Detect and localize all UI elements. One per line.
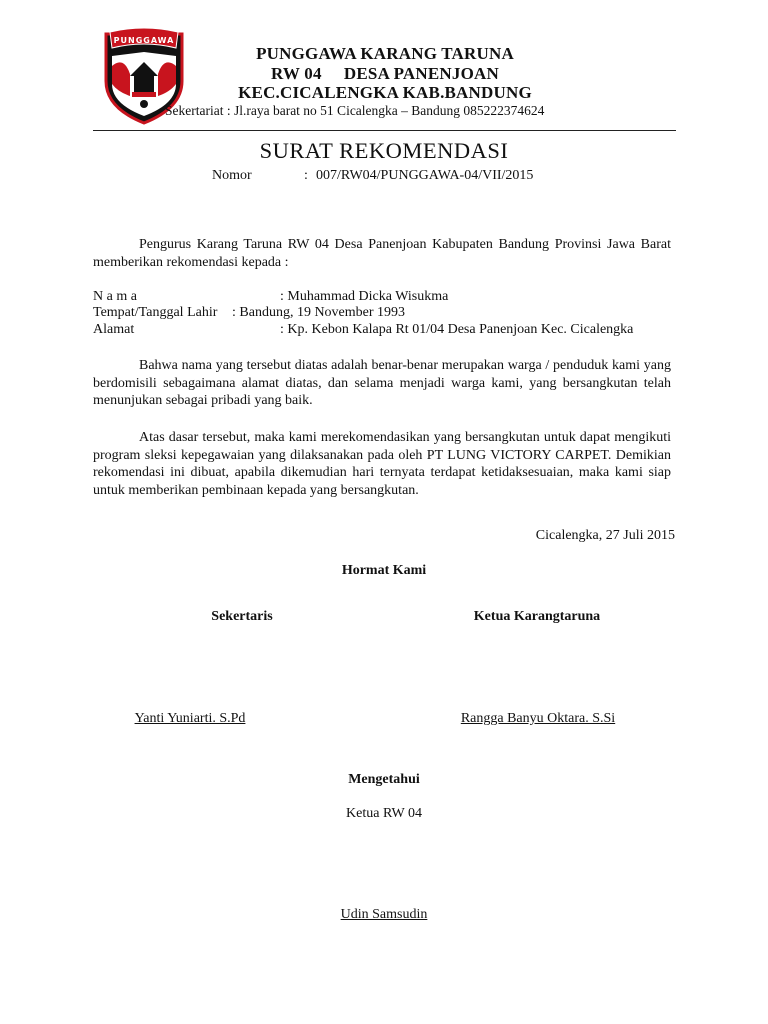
nomor-colon: :	[304, 168, 308, 183]
nomor-label: Nomor	[212, 168, 252, 183]
org-name-line2: RW 04 DESA PANENJOAN	[271, 64, 499, 83]
intro-paragraph: Pengurus Karang Taruna RW 04 Desa Panenjoan Kabupaten Bandung Provinsi Jawa Barat memberikan rekomendasi kepada :	[93, 237, 671, 270]
letter-date: Cicalengka, 27 Juli 2015	[535, 528, 675, 543]
acknowledge-signatory-name	[0, 907, 768, 923]
left-signatory-title: Sekertaris	[211, 609, 273, 624]
right-signatory-name: Rangga Banyu Oktara. S.Si	[460, 711, 616, 726]
closing-greeting: Hormat Kami	[341, 563, 427, 578]
header-divider	[93, 130, 676, 131]
secretariat-address: Sekertariat : Jl.raya barat no 51 Cicalengka – Bandung 085222374624	[165, 103, 545, 118]
acknowledge-label: Mengetahui	[348, 772, 420, 787]
field-birth-label: Tempat/Tanggal Lahir	[93, 305, 218, 320]
right-signatory-title: Ketua Karangtaruna	[473, 609, 601, 624]
org-name-line3: KEC.CICALENGKA KAB.BANDUNG	[238, 83, 532, 102]
field-name-label: N a m a	[93, 289, 137, 304]
field-birth-value: : Bandung, 19 November 1993	[232, 305, 406, 320]
org-name-line1: PUNGGAWA KARANG TARUNA	[256, 44, 514, 63]
body-paragraph-2: Atas dasar tersebut, maka kami merekomendasikan yang bersangkutan untuk dapat mengikuti program sleksi kepegawaian yang dilaksanakan pada oleh PT LUNG VICTORY CARPET. Demikian rekomendasi ini dibuat, apabila dikemudian hari ternyata terdapat ketidaksesuaian, maka kami siap untuk memberikan pembinaan kepada yang bersangkutan.	[93, 430, 671, 498]
rw-head-name: Udin Samsudin	[340, 907, 428, 922]
logo-text: PUNGGAWA	[113, 36, 175, 45]
acknowledge-title: Ketua RW 04	[346, 806, 422, 821]
field-address-value: : Kp. Kebon Kalapa Rt 01/04 Desa Panenjoan Kec. Cicalengka	[280, 322, 634, 337]
nomor-value: 007/RW04/PUNGGAWA-04/VII/2015	[316, 168, 534, 183]
field-name-value: : Muhammad Dicka Wisukma	[280, 289, 449, 304]
body-paragraph-1: Bahwa nama yang tersebut diatas adalah benar-benar merupakan warga / penduduk kami yang berdomisili sebagaimana alamat diatas, dan selama menjadi warga kami, yang bersangkutan telah menunjukan sebagai pribadi yang baik.	[93, 358, 671, 408]
left-signatory-name: Yanti Yuniarti. S.Pd	[134, 711, 246, 726]
field-address-label: Alamat	[93, 322, 135, 337]
letter-title: SURAT REKOMENDASI	[259, 138, 509, 163]
